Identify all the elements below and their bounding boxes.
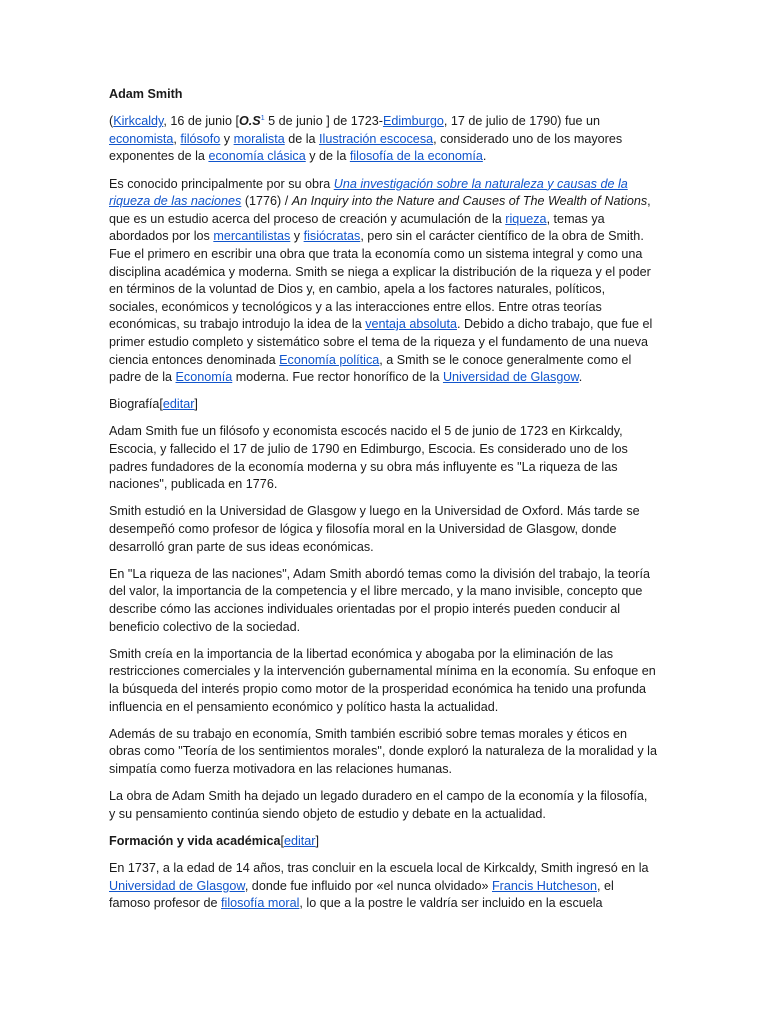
text-run: O.S [238, 114, 261, 129]
text-run: Smith estudió en la Universidad de Glasgow y luego en la Universidad de Oxford. Más tarde se desempeñó como profesor de lógica y filosofía moral en la Universidad de Glasgow, donde desarrolló gran parte de sus ideas económicas. [109, 504, 640, 554]
link[interactable]: economía clásica [208, 149, 306, 164]
text-run: y [290, 229, 304, 244]
text-run: An Inquiry into the Nature and Causes of The Wealth of Nations [291, 194, 648, 209]
text-run: y [220, 131, 234, 146]
paragraph [109, 113, 657, 166]
link[interactable]: economista [109, 131, 174, 146]
link[interactable]: Edimburgo [382, 114, 444, 129]
text-run: En "La riqueza de las naciones", Adam Smith abordó temas como la división del trabajo, la teoría del valor, la importancia de la competencia y el libre mercado, y la mano invisible, concepto que describe cómo las acciones individuales orientadas por el propio interés pueden conducir al beneficio colectivo de la sociedad. [109, 566, 650, 634]
text-run: , el famoso profesor de [109, 878, 614, 911]
link[interactable]: editar [162, 397, 195, 412]
link[interactable]: filósofo [180, 131, 221, 146]
text-run: . [578, 370, 583, 385]
link[interactable]: Francis Hutcheson [491, 878, 597, 893]
text-run: (1776) / [241, 194, 292, 209]
link[interactable]: Ilustración escocesa [319, 131, 434, 146]
link[interactable]: editar [284, 833, 316, 848]
text-run: , considerado uno de los mayores exponentes de la [109, 131, 623, 164]
paragraph [109, 566, 657, 636]
text-run: , donde fue influido por «el nunca olvidado» [244, 878, 492, 893]
link[interactable]: filosofía de la economía [349, 149, 483, 164]
paragraph [109, 646, 657, 716]
text-run: , 16 de junio [ [163, 114, 239, 129]
text-run: , 17 de julio de 1790) fue un [443, 114, 600, 129]
link[interactable]: Economía política [279, 352, 380, 367]
paragraph [109, 833, 657, 851]
link[interactable]: ventaja absoluta [365, 317, 457, 332]
text-run: Formación y vida académica [109, 833, 281, 848]
text-run: , que es un estudio acerca del proceso de creación y acumulación de la [109, 194, 651, 226]
text-run: En 1737, a la edad de 14 años, tras concluir en la escuela local de Kirkcaldy, Smith ingresó en la [109, 861, 649, 876]
link[interactable]: Universidad de Glasgow [109, 878, 245, 893]
text-run: 5 de junio ] de 1723- [264, 114, 383, 129]
text-run: ( [109, 114, 114, 129]
text-run: ] [315, 833, 320, 848]
paragraph [109, 423, 657, 493]
paragraph [109, 860, 657, 913]
link[interactable]: Economía [175, 370, 233, 385]
text-run: , [173, 131, 181, 146]
text-run: Smith creía en la importancia de la libertad económica y abogaba por la eliminación de las restricciones comerciales y la intervención gubernamental mínima en la economía. Su enfoque en la búsqueda del interés propio como motor de la prosperidad económica ha tenido una profunda influencia en el pensamiento económico y político hasta la actualidad. [109, 646, 656, 714]
text-run: moderna. Fue rector honorífico de la [232, 370, 443, 385]
text-run: Biografía[ [109, 397, 163, 412]
link[interactable]: fisiócratas [303, 229, 361, 244]
link[interactable]: Universidad de Glasgow [442, 370, 579, 385]
link[interactable]: Una investigación sobre la naturaleza y causas de la riqueza de las naciones [109, 176, 628, 209]
text-run: , pero sin el carácter científico de la obra de Smith. Fue el primero en escribir una obra que trata la economía como un sistema integral y como una disciplina académica y moderna. Smith se niega a explicar la distribución de la riqueza y el poder en términos de la voluntad de Dios y, en cambio, apela a los factores naturales, políticos, sociales, económicos y tecnológicos y a las interacciones entre ellos. Entre otras teorías económicas, su trabajo introdujo la idea de la [109, 229, 651, 332]
link[interactable]: riqueza [505, 211, 547, 226]
text-run: Es conocido principalmente por su obra [109, 176, 334, 191]
text-run: . [482, 149, 487, 164]
text-run: , a Smith se le conoce generalmente como el padre de la [109, 352, 632, 385]
text-run: , lo que a la postre le valdría ser incluido en la escuela [299, 896, 603, 911]
text-run: [ [280, 833, 284, 848]
text-run: y de la [305, 149, 350, 164]
document-body [109, 86, 657, 922]
text-run: Además de su trabajo en economía, Smith también escribió sobre temas morales y éticos en obras como "Teoría de los sentimientos morales", donde exploró la naturaleza de la moralidad y la simpatía como fuerza motivadora en las relaciones humanas. [109, 726, 657, 776]
link[interactable]: filosofía moral [221, 896, 300, 911]
paragraph [109, 726, 657, 779]
text-run: . Debido a dicho trabajo, que fue el primer estudio completo y sistemático sobre el tema de la riqueza y el fundamento de una nueva ciencia entonces denominada [109, 317, 653, 367]
footnote-ref[interactable]: 1 [260, 115, 265, 122]
link[interactable]: mercantilistas [213, 229, 291, 244]
paragraph [109, 176, 657, 387]
paragraph [109, 788, 657, 823]
text-run: La obra de Adam Smith ha dejado un legado duradero en el campo de la economía y la filosofía, y su pensamiento continúa siendo objeto de estudio y debate en la actualidad. [109, 789, 648, 821]
paragraph [109, 503, 657, 556]
text-run: Adam Smith [109, 87, 183, 101]
paragraph [109, 396, 657, 414]
document-title [109, 86, 657, 104]
text-run: ] [194, 397, 198, 412]
text-run: Adam Smith fue un filósofo y economista escocés nacido el 5 de junio de 1723 en Kirkcaldy, Escocia, y fallecido el 17 de julio de 1790 en Edimburgo, Escocia. Es considerado uno de los padres fundadores de la economía moderna y su obra más influyente es "La riqueza de las naciones", publicada en 1776. [109, 424, 628, 492]
link[interactable]: Kirkcaldy [113, 114, 164, 129]
text-run: de la [284, 131, 320, 146]
text-run: , temas ya abordados por los [109, 211, 605, 244]
link[interactable]: moralista [233, 131, 285, 146]
